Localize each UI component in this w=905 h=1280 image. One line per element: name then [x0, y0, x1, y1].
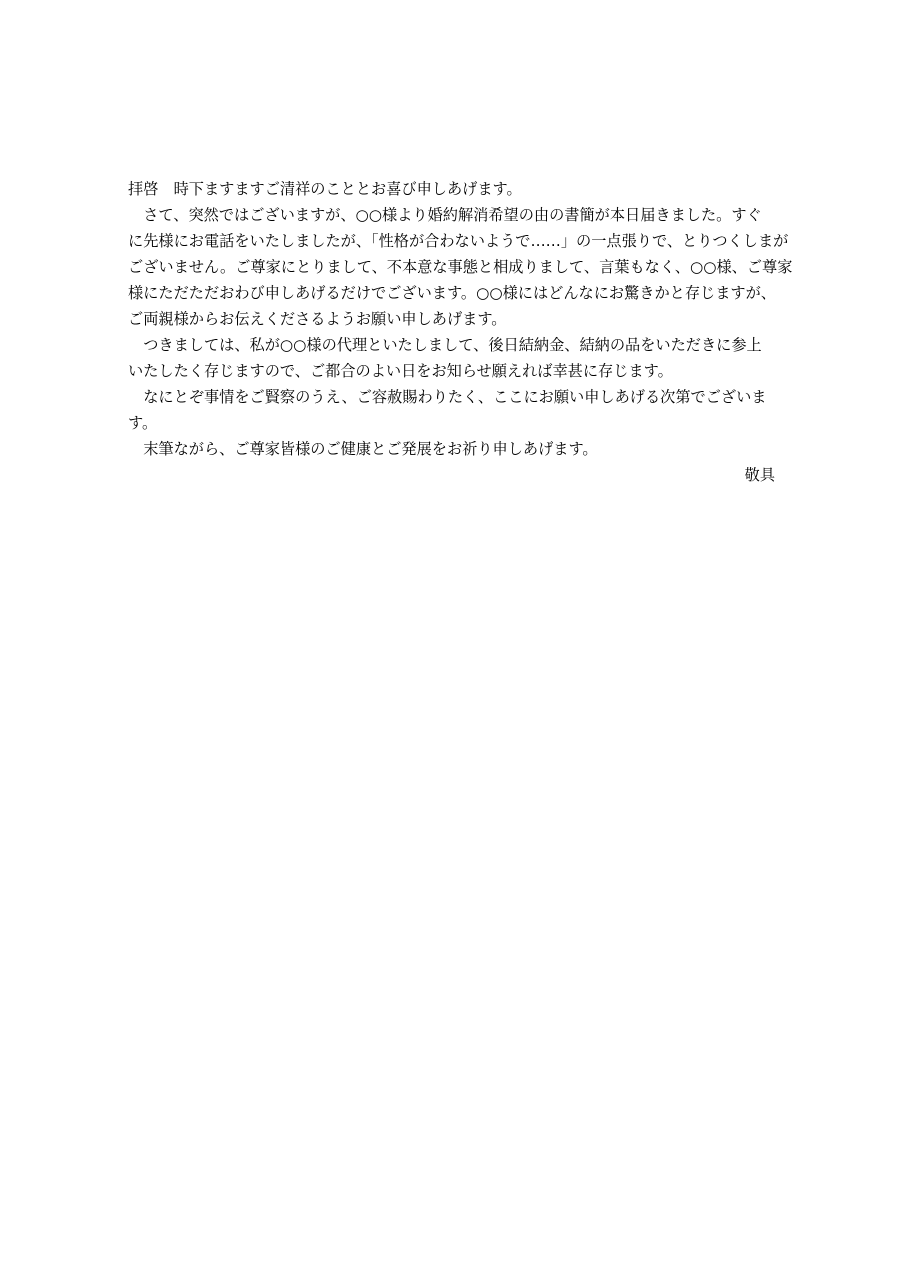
letter-line: 末筆ながら、ご尊家皆様のご健康とご発展をお祈り申しあげます。: [128, 440, 598, 458]
letter-line: ご両親様からお伝えくださるようお願い申しあげます。: [128, 310, 507, 328]
letter-line: ございません。ご尊家にとりまして、不本意な事態と相成りまして、言葉もなく、○○様、ご尊家: [128, 258, 793, 276]
letter-line: す。: [128, 414, 158, 432]
closing-phrase: 敬具: [744, 466, 775, 484]
letter-line: さて、突然ではございますが、○○様より婚約解消希望の由の書簡が本日届きました。すぐ: [128, 206, 762, 224]
letter-line: 拝啓 時下ますますご清祥のこととお喜び申しあげます。: [128, 180, 522, 198]
letter-line: に先様にお電話をいたしましたが、「性格が合わないようで……」の一点張りで、とりつくしまが: [128, 232, 789, 250]
letter-line: 様にただただおわび申しあげるだけでございます。○○様にはどんなにお驚きかと存じますが、: [128, 284, 776, 302]
letter-line: いたしたく存じますので、ご都合のよい日をお知らせ願えれば幸甚に存じます。: [128, 362, 673, 380]
letter-body: [128, 176, 793, 488]
letter-line: つきましては、私が○○様の代理といたしまして、後日結納金、結納の品をいただきに参上: [128, 336, 762, 354]
letter-line: なにとぞ事情をご賢察のうえ、ご容赦賜わりたく、ここにお願い申しあげる次第でございま: [128, 388, 767, 406]
